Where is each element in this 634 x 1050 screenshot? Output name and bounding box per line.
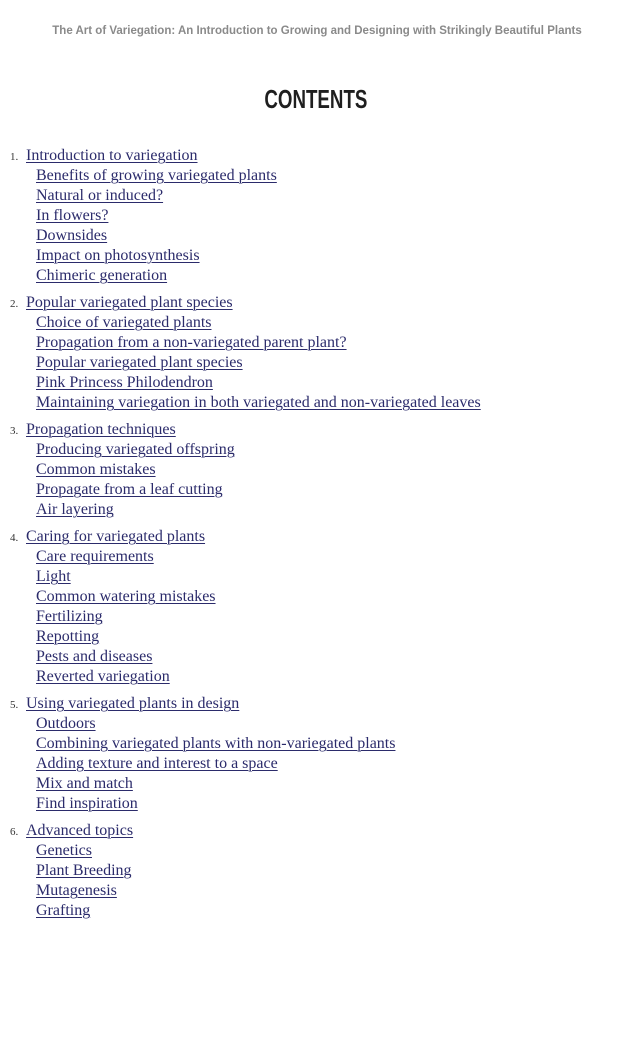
section-link[interactable]: In flowers? xyxy=(36,207,109,224)
section-link[interactable]: Propagate from a leaf cutting xyxy=(36,481,223,498)
section-list xyxy=(10,313,620,413)
section-list xyxy=(10,714,620,814)
chapter-number: 3. xyxy=(10,425,19,437)
section-link[interactable]: Care requirements xyxy=(36,548,154,565)
section-link[interactable]: Pests and diseases xyxy=(36,648,153,665)
section-link[interactable]: Genetics xyxy=(36,842,92,859)
section-link[interactable]: Plant Breeding xyxy=(36,862,132,879)
section-link[interactable]: Natural or induced? xyxy=(36,187,164,204)
section-link[interactable]: Popular variegated plant species xyxy=(36,354,243,371)
section-link[interactable]: Downsides xyxy=(36,227,108,244)
section-list xyxy=(10,440,620,520)
section-link[interactable]: Mutagenesis xyxy=(36,882,117,899)
section-link[interactable]: Air layering xyxy=(36,501,114,518)
section-link[interactable]: Outdoors xyxy=(36,715,96,732)
section-link[interactable]: Fertilizing xyxy=(36,608,103,625)
section-link[interactable]: Find inspiration xyxy=(36,795,138,812)
chapter-4 xyxy=(10,527,620,687)
section-link[interactable]: Maintaining variegation in both variegated and non-variegated leaves xyxy=(36,394,481,411)
book-title-header: The Art of Variegation: An Introduction to Growing and Designing with Strikingly Beautiful Plants xyxy=(52,25,582,37)
chapter-number: 2. xyxy=(10,298,19,310)
chapter-link-caring-for-variegated-plants[interactable]: Caring for variegated plants xyxy=(26,528,206,545)
section-link[interactable]: Light xyxy=(36,568,71,585)
chapter-6 xyxy=(10,821,620,921)
section-link[interactable]: Pink Princess Philodendron xyxy=(36,374,213,391)
section-link[interactable]: Reverted variegation xyxy=(36,668,170,685)
section-link[interactable]: Adding texture and interest to a space xyxy=(36,755,278,772)
chapter-1 xyxy=(10,146,620,286)
section-link[interactable]: Chimeric generation xyxy=(36,267,168,284)
section-link[interactable]: Benefits of growing variegated plants xyxy=(36,167,277,184)
section-link[interactable]: Producing variegated offspring xyxy=(36,441,235,458)
chapter-2 xyxy=(10,293,620,413)
chapter-link-propagation-techniques[interactable]: Propagation techniques xyxy=(26,421,176,438)
chapter-link-popular-variegated-plant-species[interactable]: Popular variegated plant species xyxy=(26,294,233,311)
section-link[interactable]: Grafting xyxy=(36,902,91,919)
chapter-number: 4. xyxy=(10,532,19,544)
chapter-link-advanced-topics[interactable]: Advanced topics xyxy=(26,822,134,839)
table-of-contents xyxy=(10,146,620,928)
section-link[interactable]: Propagation from a non-variegated parent plant? xyxy=(36,334,347,351)
section-link[interactable]: Impact on photosynthesis xyxy=(36,247,200,264)
section-link[interactable]: Common mistakes xyxy=(36,461,156,478)
section-link[interactable]: Mix and match xyxy=(36,775,133,792)
chapter-number: 5. xyxy=(10,699,19,711)
section-link[interactable]: Choice of variegated plants xyxy=(36,314,212,331)
section-link[interactable]: Common watering mistakes xyxy=(36,588,216,605)
section-list xyxy=(10,166,620,286)
section-link[interactable]: Combining variegated plants with non-variegated plants xyxy=(36,735,396,752)
chapter-link-introduction-to-variegation[interactable]: Introduction to variegation xyxy=(26,147,198,164)
chapter-number: 1. xyxy=(10,151,19,163)
chapter-5 xyxy=(10,694,620,814)
chapter-link-using-variegated-plants-in-design[interactable]: Using variegated plants in design xyxy=(26,695,240,712)
section-list xyxy=(10,841,620,921)
chapter-number: 6. xyxy=(10,826,19,838)
section-list xyxy=(10,547,620,687)
page-title: CONTENTS xyxy=(264,84,368,114)
section-link[interactable]: Repotting xyxy=(36,628,100,645)
chapter-3 xyxy=(10,420,620,520)
